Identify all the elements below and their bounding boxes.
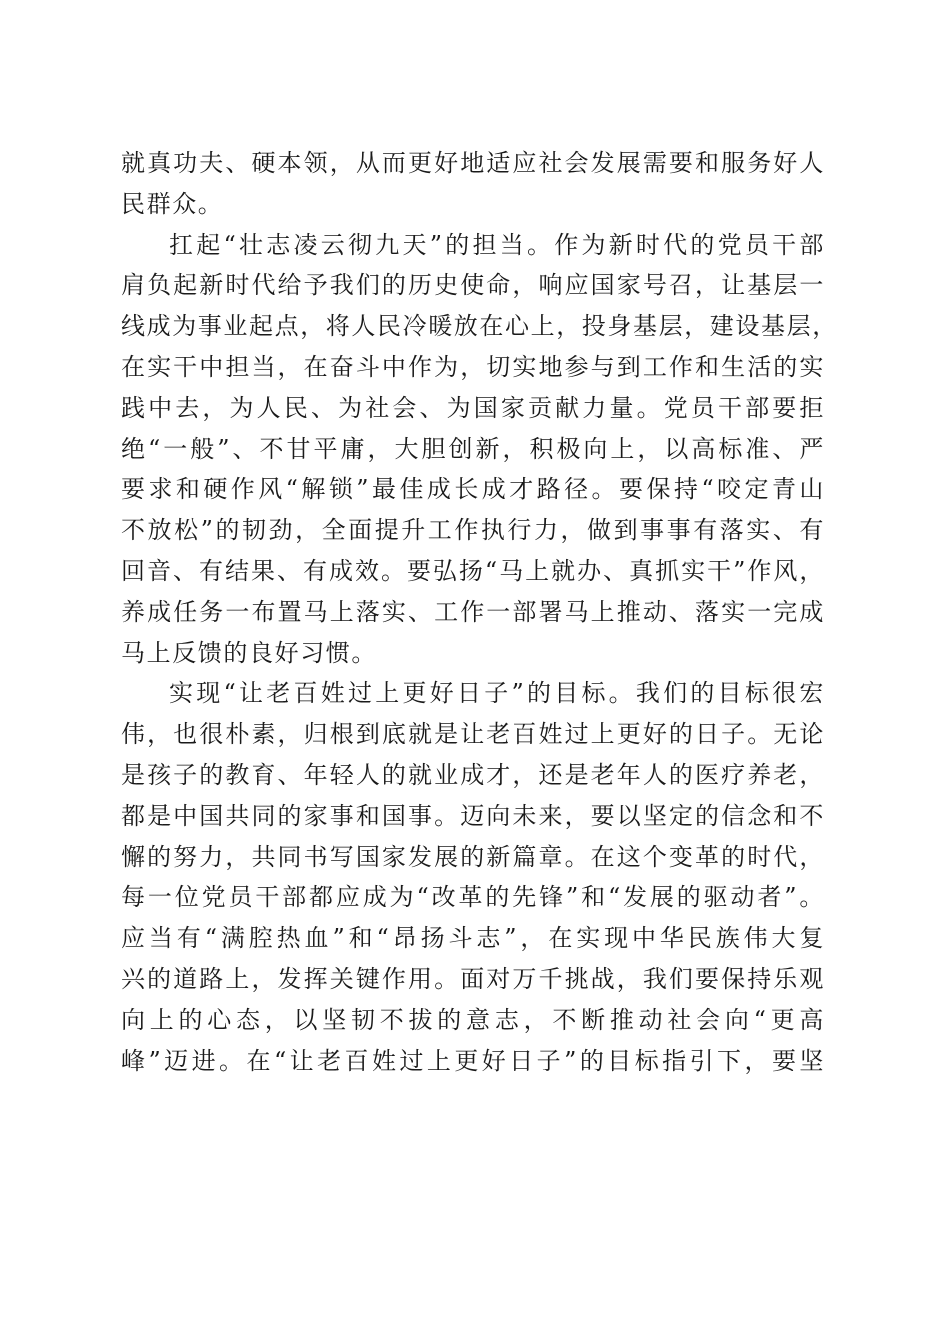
text-line: 每一位党员干部都应成为“改革的先锋”和“发展的驱动者”。 bbox=[121, 883, 825, 912]
text-line: 就真功夫、硬本领，从而更好地适应社会发展需要和服务好人 bbox=[121, 149, 825, 177]
text-line: 在实干中担当，在奋斗中作为，切实地参与到工作和生活的实 bbox=[121, 352, 825, 381]
text-line: 践中去，为人民、为社会、为国家贡献力量。党员干部要拒 bbox=[121, 393, 825, 422]
text-line: 是孩子的教育、年轻人的就业成才，还是老年人的医疗养老， bbox=[121, 760, 825, 789]
text-line: 向上的心态，以坚韧不拔的意志，不断推动社会向“更高 bbox=[121, 1005, 825, 1034]
text-line: 线成为事业起点，将人民冷暖放在心上，投身基层，建设基层， bbox=[121, 312, 838, 341]
paragraph-first-line: 扛起“壮志凌云彻九天”的担当。作为新时代的党员干部 bbox=[169, 230, 825, 259]
text-line: 不放松”的韧劲，全面提升工作执行力，做到事事有落实、有 bbox=[121, 516, 825, 545]
text-line: 回音、有结果、有成效。要弘扬“马上就办、真抓实干”作风， bbox=[121, 556, 825, 585]
text-line: 养成任务一布置马上落实、工作一部署马上推动、落实一完成 bbox=[121, 597, 825, 626]
paragraph-first-line: 实现“让老百姓过上更好日子”的目标。我们的目标很宏 bbox=[169, 679, 825, 708]
text-line: 峰”迈进。在“让老百姓过上更好日子”的目标指引下，要坚 bbox=[121, 1046, 825, 1075]
text-line: 绝“一般”、不甘平庸，大胆创新，积极向上，以高标准、严 bbox=[121, 434, 825, 463]
text-line: 懈的努力，共同书写国家发展的新篇章。在这个变革的时代， bbox=[121, 842, 825, 871]
body-text bbox=[121, 143, 838, 1081]
text-line: 应当有“满腔热血”和“昂扬斗志”，在实现中华民族伟大复 bbox=[121, 924, 825, 953]
text-line: 民群众。 bbox=[121, 189, 224, 218]
text-line: 伟，也很朴素，归根到底就是让老百姓过上更好的日子。无论 bbox=[121, 720, 825, 749]
text-line: 都是中国共同的家事和国事。迈向未来，要以坚定的信念和不 bbox=[121, 801, 825, 830]
text-line: 要求和硬作风“解锁”最佳成长成才路径。要保持“咬定青山 bbox=[121, 475, 825, 504]
text-line: 马上反馈的良好习惯。 bbox=[121, 638, 377, 667]
text-line: 肩负起新时代给予我们的历史使命，响应国家号召，让基层一 bbox=[121, 271, 825, 300]
text-line: 兴的道路上，发挥关键作用。面对万千挑战，我们要保持乐观 bbox=[121, 964, 825, 993]
